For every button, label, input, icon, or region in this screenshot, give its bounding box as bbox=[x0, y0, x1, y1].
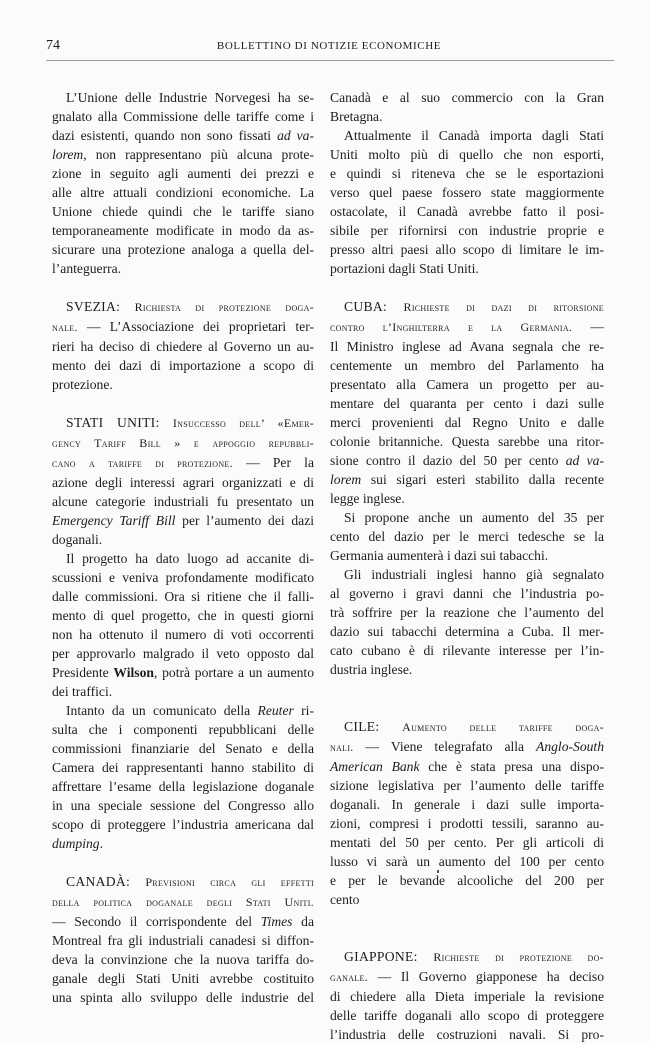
text-span: che è stata presa una dispo- bbox=[419, 759, 604, 774]
section-subtitle: ganale. bbox=[330, 970, 368, 984]
text-line bbox=[330, 967, 604, 987]
text-span: da bbox=[292, 914, 314, 929]
text-line bbox=[330, 757, 604, 776]
text-line: cento del dazio per le merci tedesche se la bbox=[330, 529, 604, 544]
section-cuba bbox=[330, 297, 604, 679]
text-line: scussioni e veniva profondamente modificato bbox=[52, 570, 314, 585]
text-line: azione degli interessi agrari organizzati e di bbox=[52, 475, 314, 490]
header-rule bbox=[46, 60, 614, 61]
right-column bbox=[330, 88, 604, 1044]
text-line: Camera dei rappresentanti hanno stabilito di bbox=[52, 760, 314, 775]
text-line: presso altri paesi allo scopo di limitare le im- bbox=[330, 242, 604, 257]
text-line: commissioni finanziarie del Senato e della bbox=[52, 741, 314, 756]
text-line: ganale degli Stati Uniti avrebbe costituito bbox=[52, 971, 314, 986]
text-line bbox=[52, 126, 314, 145]
text-line: in una speciale sessione del Congresso allo bbox=[52, 798, 314, 813]
text-line: una spinta allo sviluppo delle industrie del bbox=[52, 990, 314, 1005]
text-line: e quindi si riteneva che se le esportazioni bbox=[330, 166, 604, 181]
italic-term: ad va- bbox=[277, 128, 314, 143]
section-subtitle: Richieste di dazi di ritorsione bbox=[403, 300, 604, 314]
text-line: Il Ministro inglese ad Avana segnala che re- bbox=[330, 339, 604, 354]
running-title: BOLLETTINO DI NOTIZIE ECONOMICHE bbox=[216, 40, 442, 52]
section-heading bbox=[52, 413, 314, 433]
text-line: dustria inglese. bbox=[330, 662, 413, 677]
country-name: CANADÀ: bbox=[66, 874, 131, 889]
section-giappone bbox=[330, 947, 604, 1044]
text-line: Uniti molto più di quello che non esporti, bbox=[330, 147, 604, 162]
text-span: per l’aumento dei dazi bbox=[175, 513, 315, 528]
text-line: sulta che i componenti repubblicani delle bbox=[52, 722, 314, 737]
text-line: verso quel paese fossero state maggiormente bbox=[330, 185, 604, 200]
text-line: doganali. bbox=[52, 532, 103, 547]
section-subtitle: Richiesta di protezione doga- bbox=[134, 300, 314, 314]
text-span: — Viene telegrafato alla bbox=[353, 739, 537, 754]
text-line bbox=[52, 912, 314, 931]
text-line: cento bbox=[330, 892, 360, 907]
text-span: sione contro il dazio del 50 per cento bbox=[330, 453, 566, 468]
text-line: Germania aumenterà i dazi sui tabacchi. bbox=[330, 548, 549, 563]
text-span: — Secondo il corrispondente del bbox=[52, 914, 261, 929]
text-line: trà soffrire per la reazione che l’aumento del bbox=[330, 605, 604, 620]
text-line bbox=[330, 451, 604, 470]
country-name: CILE: bbox=[344, 719, 380, 734]
text-span: Intanto da un comunicato della bbox=[66, 703, 258, 718]
text-line bbox=[52, 433, 314, 453]
text-line: rieri ha deciso di chiedere al Governo un au- bbox=[52, 339, 314, 354]
text-span: — Il Governo giapponese ha deciso bbox=[367, 969, 604, 984]
section-subtitle: Richieste di protezione do- bbox=[433, 950, 604, 964]
print-mark bbox=[437, 870, 439, 873]
text-span: sui sigari esteri stabilito dalla recente bbox=[361, 472, 604, 487]
text-line: gnalato alla Commissione delle tariffe come i bbox=[52, 109, 314, 124]
text-line: l’industria delle costruzioni navali. Si pro- bbox=[330, 1027, 604, 1042]
text-line: l’anteguerra. bbox=[52, 261, 122, 276]
text-line bbox=[52, 453, 314, 473]
text-line: protezione. bbox=[52, 377, 113, 392]
norway-continued-paragraph bbox=[52, 88, 314, 278]
text-line: dalle commissioni. Ora si ritiene che il falli- bbox=[52, 589, 314, 604]
text-line: L’Unione delle Industrie Norvegesi ha se- bbox=[66, 90, 314, 105]
text-line bbox=[52, 701, 314, 720]
president-name: Wilson bbox=[113, 665, 154, 680]
text-line: affrettare l’esame della legislazione doganale bbox=[52, 779, 314, 794]
section-subtitle: cano a tariffe di protezione. bbox=[52, 456, 233, 470]
text-line: legge inglese. bbox=[330, 491, 405, 506]
text-line bbox=[52, 317, 314, 337]
text-line bbox=[52, 663, 314, 682]
text-span: Presidente bbox=[52, 665, 114, 680]
text-line bbox=[52, 892, 314, 912]
page-header bbox=[46, 38, 612, 58]
text-line: mento di quel progetto, che in questi giorni bbox=[52, 608, 314, 623]
text-line: portazioni dagli Stati Uniti. bbox=[330, 261, 479, 276]
text-line bbox=[52, 834, 314, 853]
text-span: , potrà portare a un aumento bbox=[153, 665, 314, 680]
text-line: zione in seguito agli aumenti dei prezzi e bbox=[52, 166, 314, 181]
section-heading bbox=[330, 297, 604, 317]
section-svezia bbox=[52, 297, 314, 394]
italic-term: Reuter bbox=[257, 703, 294, 718]
text-span: — Per la bbox=[232, 455, 314, 470]
text-line bbox=[52, 145, 314, 164]
section-subtitle: Aumento delle tariffe doga- bbox=[402, 720, 604, 734]
text-line: sizione legislativa per l’aumento delle tariffe bbox=[330, 778, 604, 793]
country-name: CUBA: bbox=[344, 299, 388, 314]
text-line bbox=[330, 737, 604, 757]
text-line: Gli industriali inglesi hanno già segnalato bbox=[344, 567, 604, 582]
section-subtitle: Previsioni circa gli effetti bbox=[145, 875, 314, 889]
section-subtitle: nali. bbox=[330, 740, 354, 754]
italic-term: lorem bbox=[330, 472, 362, 487]
text-line: centemente un membro del Parlamento ha bbox=[330, 358, 604, 373]
text-line: e per le bevande alcooliche del 200 per bbox=[330, 873, 604, 888]
text-line: dazio sui tabacchi determina a Cuba. Il mer- bbox=[330, 624, 604, 639]
text-line: cato cubano è di rilevante interesse per l’in- bbox=[330, 643, 604, 658]
text-line bbox=[330, 470, 604, 489]
text-line: ostacolate, il Canadà avrebbe fatto il posi- bbox=[330, 204, 604, 219]
text-line: temporaneamente modificate in modo da as- bbox=[52, 223, 314, 238]
section-heading bbox=[52, 872, 314, 892]
canada-continued bbox=[330, 88, 604, 278]
text-line: zioni, compresi i prodotti tessili, saranno au- bbox=[330, 816, 604, 831]
italic-term: ad va- bbox=[565, 453, 604, 468]
page-number: 74 bbox=[46, 38, 60, 53]
section-subtitle: contro l’Inghilterra e la Germania. bbox=[330, 320, 573, 334]
text-line: sibile per rifornirsi con industrie proprie e bbox=[330, 223, 604, 238]
text-line: dei traffici. bbox=[52, 684, 113, 699]
country-name: STATI UNITI: bbox=[66, 415, 160, 430]
text-line: alcune categorie industriali fu presentato un bbox=[52, 494, 314, 509]
text-line: sicurare una protezione analoga a quella del- bbox=[52, 242, 314, 257]
section-stati-uniti bbox=[52, 413, 314, 853]
text-span: dazi esistenti, quando non sono fissati bbox=[52, 128, 278, 143]
section-subtitle: nale. bbox=[52, 320, 78, 334]
text-line: al governo i gravi danni che l’industria po- bbox=[330, 586, 604, 601]
section-heading bbox=[52, 297, 314, 317]
text-line: alle altre attuali condizioni economiche. La bbox=[52, 185, 314, 200]
text-line: Unione chiede quindi che le tariffe siano bbox=[52, 204, 314, 219]
text-span: , non rappresentano più alcuna prote- bbox=[83, 147, 314, 162]
left-column bbox=[52, 88, 314, 1007]
section-heading bbox=[330, 947, 604, 967]
section-subtitle: gency Tariff Bill » e appoggio repubbli- bbox=[52, 436, 314, 450]
text-line: merci provenienti dal Regno Unito e dalle bbox=[330, 415, 604, 430]
text-line: Attualmente il Canadà importa dagli Stati bbox=[344, 128, 604, 143]
text-line: scopo di proteggere l’industria americana dal bbox=[52, 817, 314, 832]
text-line bbox=[52, 511, 314, 530]
section-heading bbox=[330, 717, 604, 737]
country-name: GIAPPONE: bbox=[344, 949, 418, 964]
italic-term: American Bank bbox=[330, 759, 420, 774]
text-line: mento dei dazi di importazione a scopo di bbox=[52, 358, 314, 373]
country-name: SVEZIA: bbox=[66, 299, 121, 314]
text-line: Canadà e al suo commercio con la Gran bbox=[330, 90, 604, 105]
text-line: Si propone anche un aumento del 35 per bbox=[344, 510, 604, 525]
italic-term: Emergency Tariff Bill bbox=[52, 513, 176, 528]
text-line: Bretagna. bbox=[330, 109, 383, 124]
section-subtitle: della politica doganale degli Stati Uniti. bbox=[52, 895, 314, 909]
text-line: lusso vi sarà un aumento del 100 per cento bbox=[330, 854, 604, 869]
text-line: Il progetto ha dato luogo ad accanite di- bbox=[66, 551, 314, 566]
italic-term: Anglo-South bbox=[536, 739, 604, 754]
text-span: — L’Associazione dei proprietari ter- bbox=[77, 319, 314, 334]
text-line: colonie britanniche. Questa sarebbe una ritor- bbox=[330, 434, 604, 449]
text-span: — bbox=[572, 319, 604, 334]
section-canada bbox=[52, 872, 314, 1007]
text-line: di chiedere alla Dieta imperiale la revisione bbox=[330, 989, 604, 1004]
italic-term: lorem bbox=[52, 147, 84, 162]
italic-term: dumping bbox=[52, 836, 100, 851]
text-line: delle tariffe doganali allo scopo di proteggere bbox=[330, 1008, 604, 1023]
text-span: ri- bbox=[293, 703, 314, 718]
text-line: non ha ottenuto il numero di voti occorrenti bbox=[52, 627, 314, 642]
text-line: doganali. In generale i dazi sulle importa- bbox=[330, 797, 604, 812]
text-line: mentare del quaranta per cento i dazi sulle bbox=[330, 396, 604, 411]
italic-term: Times bbox=[260, 914, 293, 929]
text-line: deva la convinzione che la nuova tariffa do- bbox=[52, 952, 314, 967]
text-line bbox=[330, 317, 604, 337]
text-span: . bbox=[99, 836, 103, 851]
text-line: presentato alla Camera un progetto per au- bbox=[330, 377, 604, 392]
section-subtitle: Insuccesso dell’ «Emer- bbox=[172, 416, 314, 430]
text-line: mentati del 50 per cento. Per gli articoli di bbox=[330, 835, 604, 850]
text-line: per approvarlo malgrado il veto opposto dal bbox=[52, 646, 314, 661]
section-cile bbox=[330, 717, 604, 909]
text-line: Montreal fra gli industriali canadesi si diffon- bbox=[52, 933, 314, 948]
